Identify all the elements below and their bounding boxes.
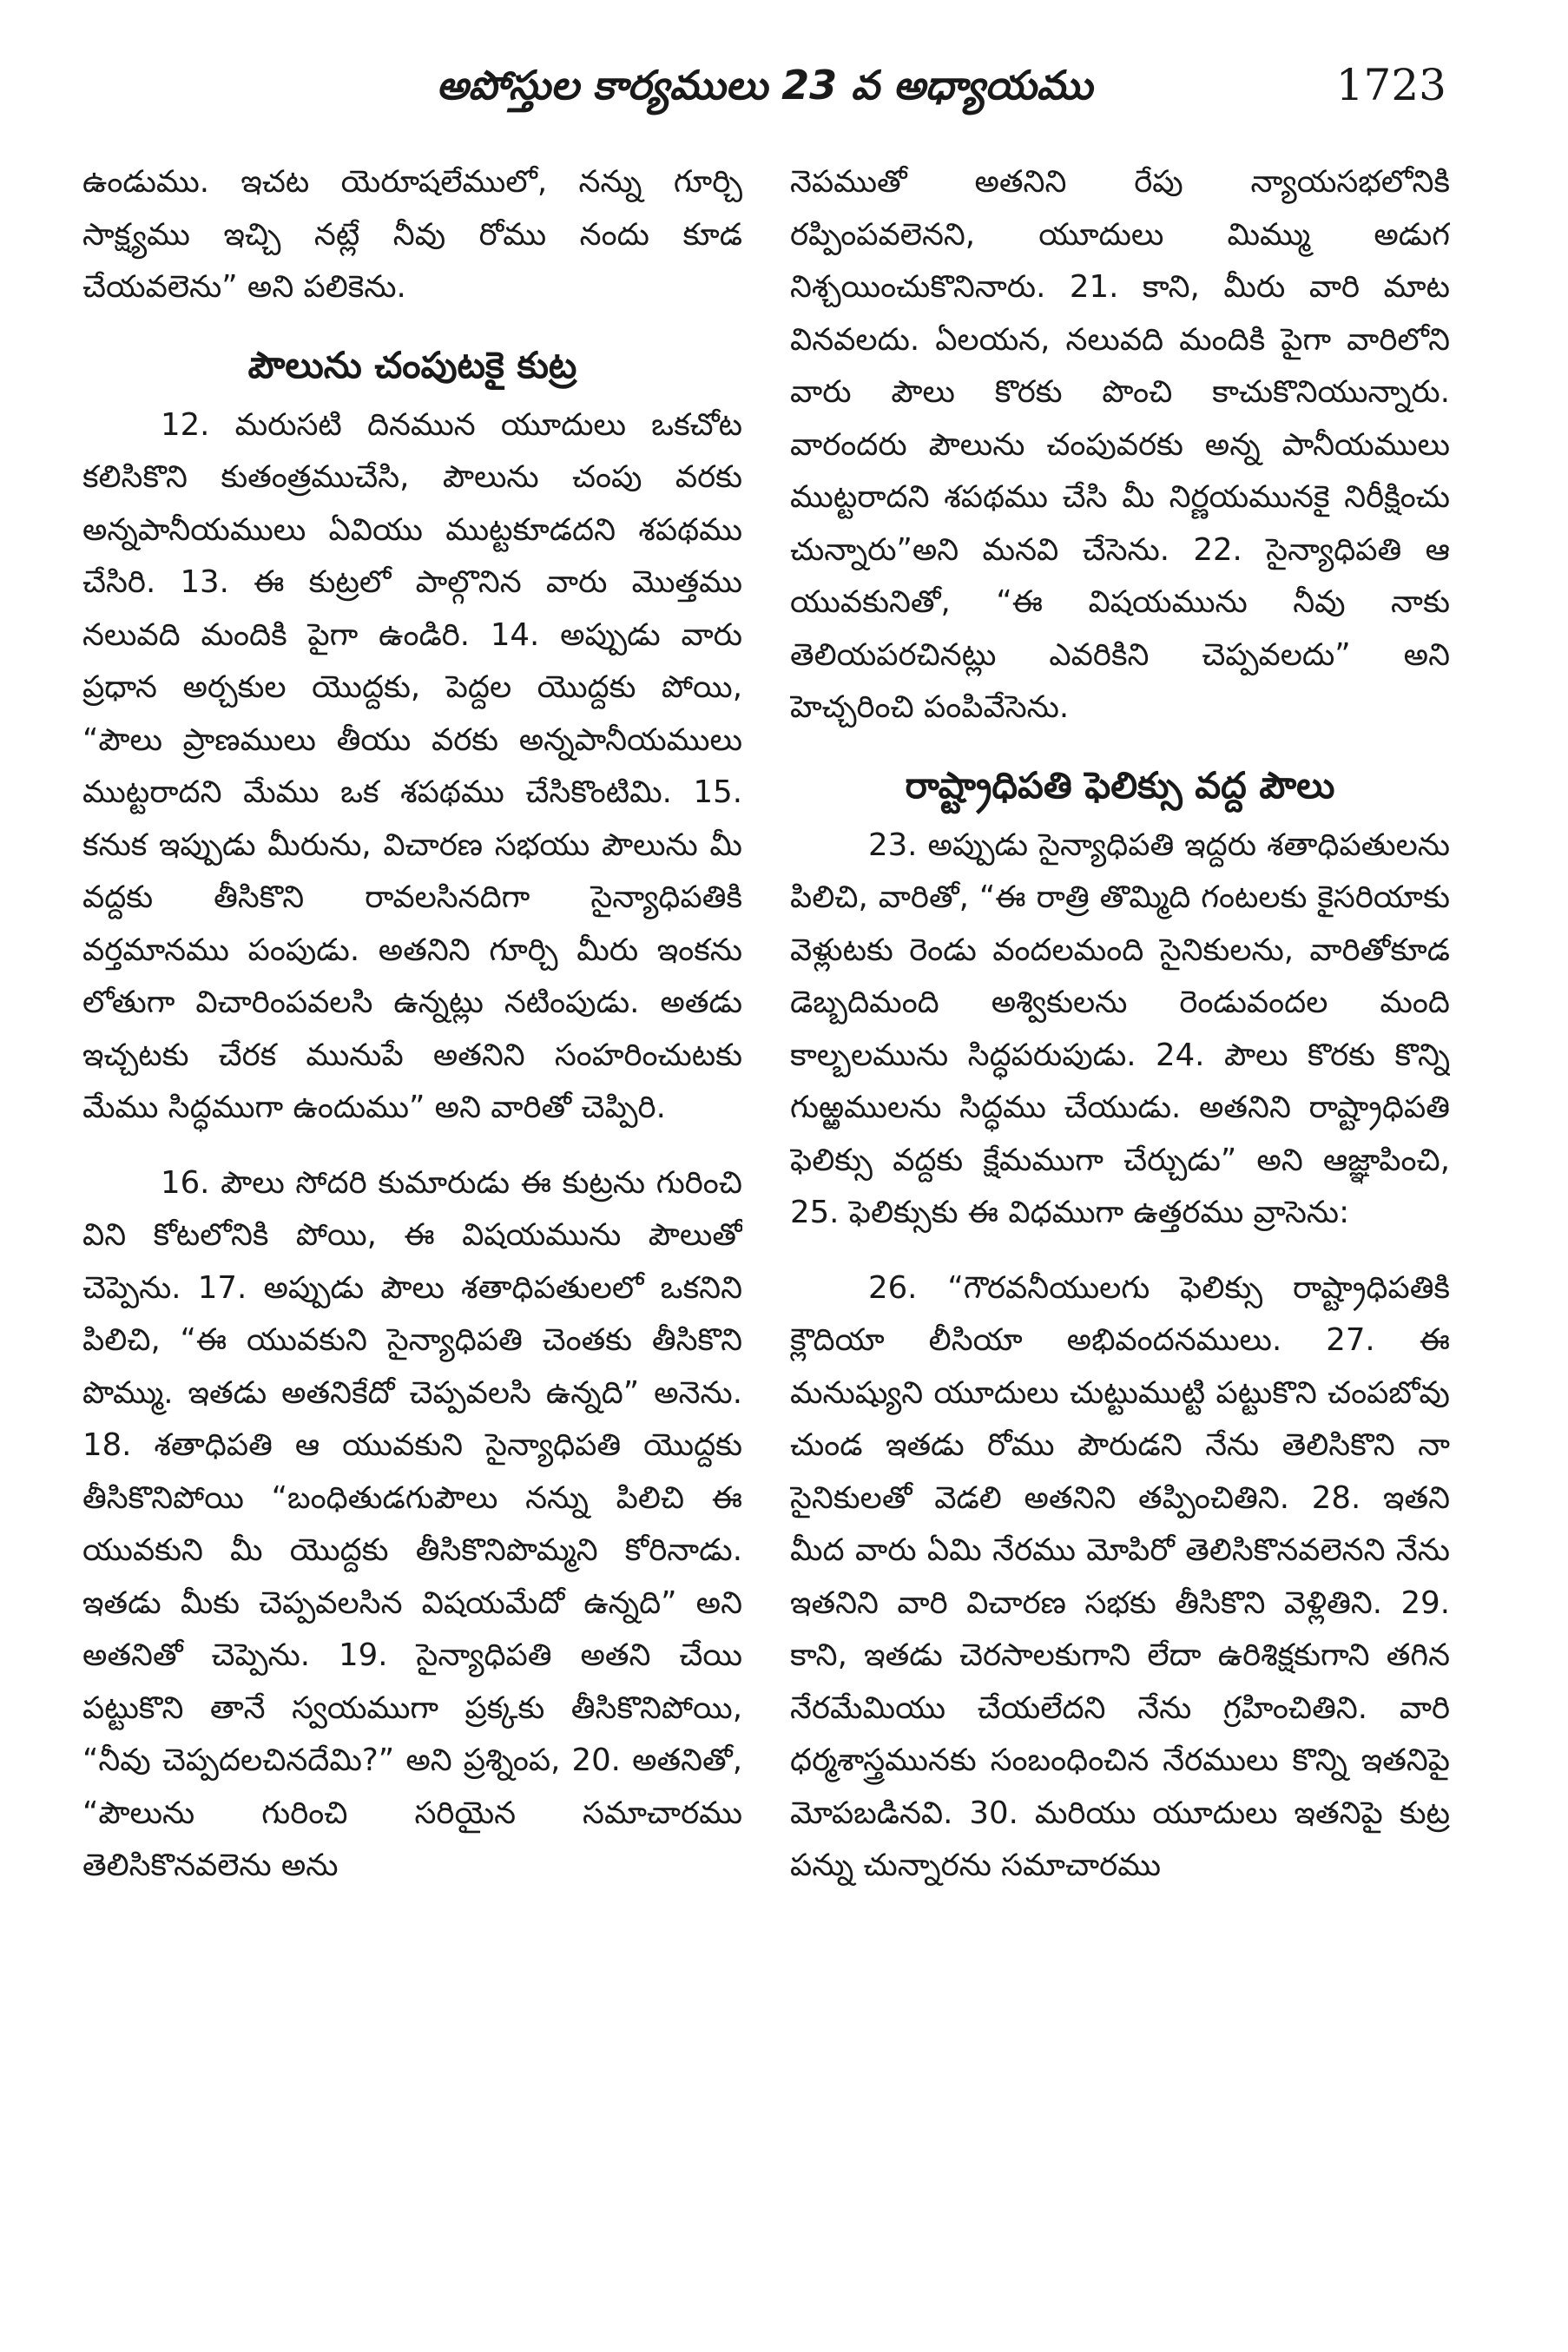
left-column bbox=[82, 156, 742, 2327]
paragraph: నెపముతో అతనిని రేపు న్యాయసభలోనికి రప్పింపవలెనని, యూదులు మిమ్ము అడుగ నిశ్చయించుకొనినారు. 21. కాని, మీరు వారి మాట వినవలదు. ఏలయన, నలువది మందికి పైగా వారిలోని వారు పౌలు కొరకు పొంచి కాచుకొనియున్నారు. వారందరు పౌలును చంపువరకు అన్న పానీయములు ముట్టరాదని శపథము చేసి మీ నిర్ణయమునకై నిరీక్షించు చున్నారు”అని మనవి చేసెను. 22. సైన్యాధిపతి ఆ యువకునితో, “ఈ విషయమును నీవు నాకు తెలియపరచినట్లు ఎవరికిని చెప్పవలదు” అని హెచ్చరించి పంపివేసెను. bbox=[790, 164, 1450, 725]
page-number: 1723 bbox=[1335, 60, 1446, 110]
paragraph: 12. మరుసటి దినమున యూదులు ఒకచోట కలిసికొని కుతంత్రముచేసి, పౌలును చంపు వరకు అన్నపానీయములు ఏవియు ముట్టకూడదని శపథము చేసిరి. 13. ఈ కుట్రలో పాల్గొనిన వారు మొత్తము నలువది మందికి పైగా ఉండిరి. 14. అప్పుడు వారు ప్రధాన అర్చకుల యొద్దకు, పెద్దల యొద్దకు పోయి, “పౌలు ప్రాణములు తీయు వరకు అన్నపానీయములు ముట్టరాదని మేము ఒక శపథము చేసికొంటిమి. 15. కనుక ఇప్పుడు మీరును, విచారణ సభయు పౌలును మీ వద్దకు తీసికొని రావలసినదిగా సైన్యాధిపతికి వర్తమానము పంపుడు. అతనిని గూర్చి మీరు ఇంకను లోతుగా విచారింపవలసి ఉన్నట్లు నటింపుడు. అతడు ఇచ్చటకు చేరక మునుపే అతనిని సంహరించుటకు మేము సిద్ధముగా ఉందుము” అని వారితో చెప్పిరి. bbox=[82, 406, 742, 1125]
paragraph: 26. “గౌరవనీయులగు ఫెలిక్సు రాష్ట్రాధిపతికి క్లౌదియా లీసియా అభివందనములు. 27. ఈ మనుష్యుని యూదులు చుట్టుముట్టి పట్టుకొని చంపబోవు చుండ ఇతడు రోము పౌరుడని నేను తెలిసికొని నా సైనికులతో వెడలి అతనిని తప్పించితిని. 28. ఇతని మీద వారు ఏమి నేరము మోపిరో తెలిసికొనవలెనని నేను ఇతనిని వారి విచారణ సభకు తీసికొని వెళ్లితిని. 29. కాని, ఇతడు చెరసాలకుగాని లేదా ఉరిశిక్షకుగాని తగిన నేరమేమియు చేయలేదని నేను గ్రహించితిని. వారి ధర్మశాస్త్రమునకు సంబంధించిన నేరములు కొన్ని ఇతనిపై మోపబడినవి. 30. మరియు యూదులు ఇతనిపై కుట్ర పన్ను చున్నారను సమాచారము bbox=[790, 1269, 1450, 1883]
paragraph: 16. పౌలు సోదరి కుమారుడు ఈ కుట్రను గురించి విని కోటలోనికి పోయి, ఈ విషయమును పౌలుతో చెప్పెను. 17. అప్పుడు పౌలు శతాధిపతులలో ఒకనిని పిలిచి, “ఈ యువకుని సైన్యాధిపతి చెంతకు తీసికొని పొమ్ము. ఇతడు అతనికేదో చెప్పవలసి ఉన్నది” అనెను. 18. శతాధిపతి ఆ యువకుని సైన్యాధిపతి యొద్దకు తీసికొనిపోయి “బంధితుడగుపౌలు నన్ను పిలిచి ఈ యువకుని మీ యొద్దకు తీసికొనిపొమ్మని కోరినాడు. ఇతడు మీకు చెప్పవలసిన విషయమేదో ఉన్నది” అని అతనితో చెప్పెను. 19. సైన్యాధిపతి అతని చేయి పట్టుకొని తానే స్వయముగా ప్రక్కకు తీసికొనిపోయి, “నీవు చెప్పదలచినదేమి?” అని ప్రశ్నింప, 20. అతనితో, “పౌలును గురించి సరియైన సమాచారము తెలిసికొనవలెను అను bbox=[82, 1164, 742, 1883]
right-column bbox=[790, 156, 1450, 2327]
paragraph: ఉండుము. ఇచట యెరూషలేములో, నన్ను గూర్చి సాక్ష్యము ఇచ్చి నట్లే నీవు రోము నందు కూడ చేయవలెను” అని పలికెను. bbox=[82, 164, 742, 305]
page-header bbox=[82, 50, 1446, 120]
running-title: అపోస్తుల కార్యములు 23 వ అధ్యాయము bbox=[436, 62, 1093, 109]
section-heading: రాష్ట్రాధిపతి ఫెలిక్సు వద్ద పౌలు bbox=[905, 763, 1335, 807]
paragraph: 23. అప్పుడు సైన్యాధిపతి ఇద్దరు శతాధిపతులను పిలిచి, వారితో, “ఈ రాత్రి తొమ్మిది గంటలకు కైసరియాకు వెళ్లుటకు రెండు వందలమంది సైనికులను, వారితోకూడ డెబ్బదిమంది అశ్వికులను రెండువందల మంది కాల్బలమును సిద్ధపరుపుడు. 24. పౌలు కొరకు కొన్ని గుఱ్ఱములను సిద్ధము చేయుడు. అతనిని రాష్ట్రాధిపతి ఫెలిక్సు వద్దకు క్షేమముగా చేర్చుడు” అని ఆజ్ఞాపించి, 25. ఫెలిక్సుకు ఈ విధముగా ఉత్తరము వ్రాసెను: bbox=[790, 827, 1450, 1230]
section-heading: పౌలును చంపుటకై కుట్ర bbox=[247, 343, 577, 386]
